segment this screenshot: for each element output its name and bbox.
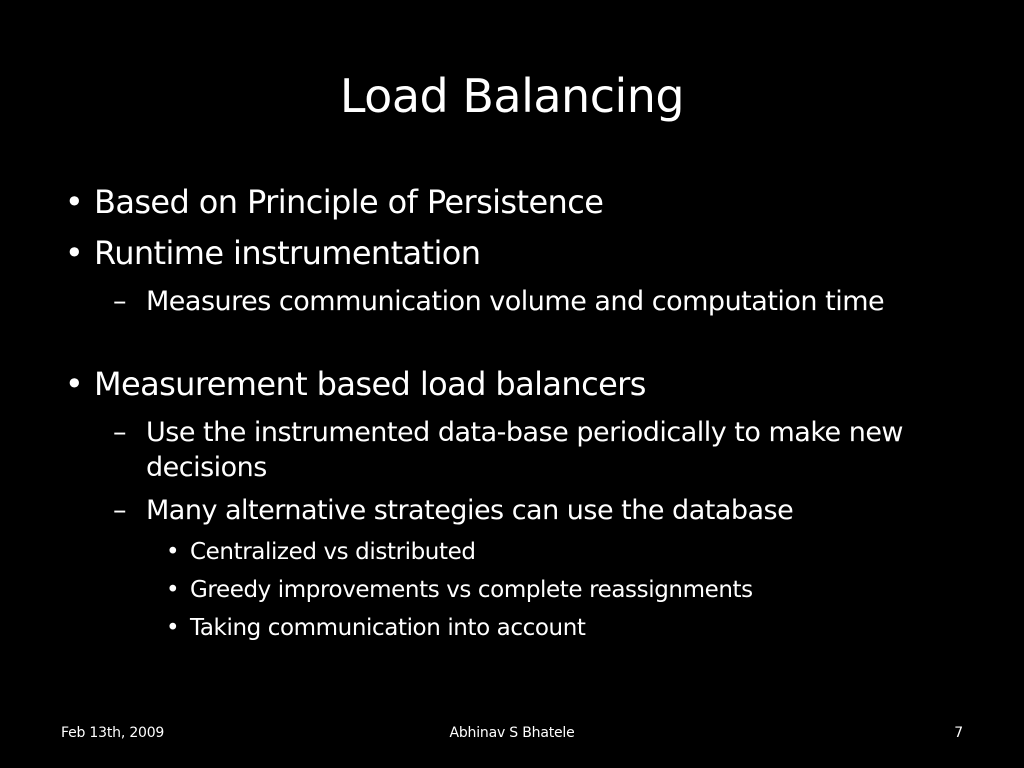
- bullet-marker: •: [166, 539, 180, 565]
- footer-author: Abhinav S Bhatele: [449, 725, 575, 741]
- bullet-marker: •: [64, 234, 84, 272]
- sub-bullet-item: [113, 415, 966, 485]
- dash-marker: –: [113, 286, 126, 317]
- sub-bullet-item: [113, 284, 946, 319]
- bullet-marker: •: [166, 577, 180, 603]
- footer-page-number: 7: [954, 725, 963, 741]
- bullet-marker: •: [64, 365, 84, 403]
- sub-sub-bullet-item: [166, 613, 970, 643]
- bullet-item: [56, 364, 974, 404]
- footer-date: Feb 13th, 2009: [61, 725, 165, 741]
- sub-bullet-item: [113, 493, 966, 528]
- bullet-marker: •: [64, 183, 84, 221]
- bullet-text: Based on Principle of Persistence: [94, 183, 604, 221]
- sub-bullet-text: Use the instrumented data-base periodically to make new decisions: [146, 417, 904, 483]
- sub-sub-bullet-item: [166, 537, 970, 567]
- bullet-text: Runtime instrumentation: [94, 234, 481, 272]
- slide-title: Load Balancing: [339, 69, 685, 123]
- sub-bullet-text: Many alternative strategies can use the database: [146, 495, 794, 526]
- sub-sub-bullet-text: Taking communication into account: [190, 615, 586, 641]
- sub-sub-bullet-text: Centralized vs distributed: [190, 539, 476, 565]
- dash-marker: –: [113, 495, 126, 526]
- sub-bullet-text: Measures communication volume and computation time: [146, 286, 885, 317]
- bullet-item: [56, 233, 974, 273]
- sub-sub-bullet-item: [166, 575, 970, 605]
- bullet-text: Measurement based load balancers: [94, 365, 646, 403]
- sub-sub-bullet-text: Greedy improvements vs complete reassignments: [190, 577, 753, 603]
- dash-marker: –: [113, 417, 126, 448]
- bullet-marker: •: [166, 615, 180, 641]
- bullet-item: [56, 182, 974, 222]
